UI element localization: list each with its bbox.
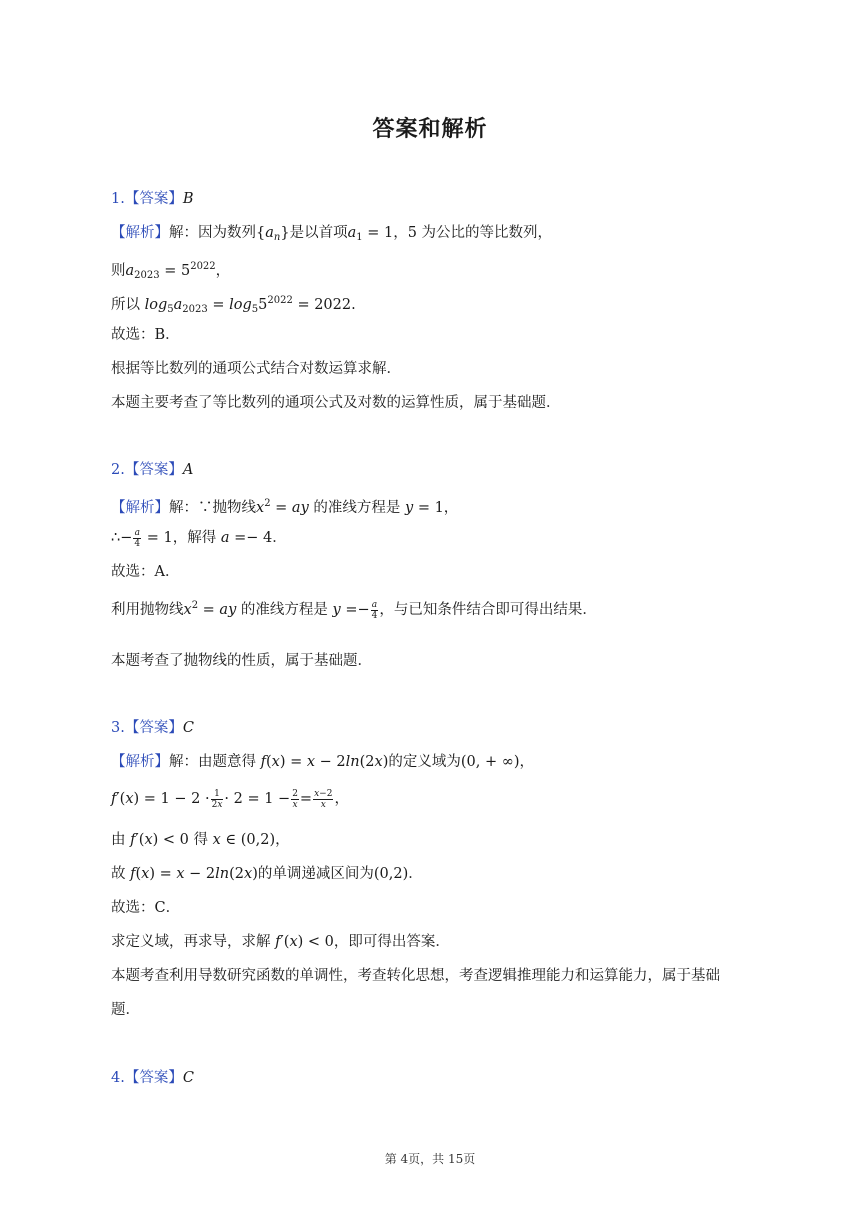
analysis-label: 【解析】 [111, 754, 169, 770]
q2-text: 解：∵抛物线 [169, 500, 256, 516]
q2-text: ， [443, 500, 459, 516]
q4-number: 4. [111, 1070, 125, 1086]
q3-text: 故 [111, 866, 126, 882]
q3-analysis-line-7: 本题考查利用导数研究函数的单调性，考查转化思想，考查逻辑推理能力和运算能力，属于基础 [111, 968, 720, 984]
q2-math-directrix-general: y =− [332, 602, 370, 618]
q3-analysis-line-4 [111, 863, 423, 885]
q3-answer-line [111, 717, 194, 739]
q2-analysis-line-1 [111, 493, 458, 519]
q1-analysis-line-3 [111, 290, 356, 321]
q1-text: 所以 [111, 297, 145, 313]
q3-math-derivative: f′(x) = 1 − 2 · [111, 791, 210, 807]
q1-text: 则 [111, 263, 126, 279]
q3-text: ， [334, 791, 349, 807]
q3-math-ineq: f′(x) < 0 [275, 934, 334, 950]
q3-text: 的单调递减区间为 [257, 866, 374, 882]
q3-text: ，即可得出答案． [333, 934, 450, 950]
q2-text: ∴ [111, 530, 121, 546]
q1-math-an: $a_n$ [265, 225, 281, 243]
q1-math-a1: $a_1 = 1$ [347, 225, 394, 243]
q1-math-log: $\log_5a_{2023} = \log_55^{2022} = 2022$ [144, 295, 352, 315]
q2-math-result: a =− 4 [220, 530, 273, 546]
analysis-label: 【解析】 [111, 500, 169, 516]
q1-text: ，5 为公比的等比数列， [393, 225, 553, 241]
q2-number: 2. [111, 462, 125, 478]
q3-text: ， [275, 832, 290, 848]
q2-answer-line [111, 459, 193, 481]
answer-label: 【答案】 [124, 1070, 183, 1086]
q2-text: ，解得 [172, 530, 217, 546]
q1-analysis-line-6: 本题主要考查了等比数列的通项公式及对数的运算性质，属于基础题． [111, 395, 561, 411]
q3-math-interval: x ∈ (0,2) [212, 832, 276, 848]
q3-frac-1-2x: $\frac{1}{2x}$ [211, 788, 223, 810]
q1-analysis-line-2: 则$a_{2023} = 5^{2022}$， [111, 261, 231, 281]
q1-text: 解：因为数列{ [169, 225, 266, 241]
q3-text: ． [408, 866, 423, 882]
analysis-label: 【解析】 [111, 225, 169, 241]
q2-frac-a-4: $\frac{a}{4}$ [134, 527, 141, 549]
q1-analysis-line-4: 故选：B． [111, 327, 180, 343]
q3-analysis-line-5: 故选：C． [111, 900, 181, 916]
q3-math-domain: (0, + ∞) [460, 754, 520, 770]
q2-answer-value: A [182, 462, 194, 478]
q2-math-parabola: $x^2$ = ay [183, 600, 237, 618]
page-footer: 第 4页，共 15页 [384, 1152, 476, 1166]
q4-answer-line [111, 1067, 194, 1089]
q3-math-interval: (0,2) [373, 866, 409, 882]
q1-text: }是以首项 [280, 225, 348, 241]
answer-label: 【答案】 [124, 191, 183, 207]
q2-text: ． [272, 530, 287, 546]
q1-text: . [351, 297, 356, 313]
q2-text: ，与已知条件结合即可得出结果． [379, 602, 597, 618]
q3-frac-2-x: $\frac{2}{x}$ [292, 788, 298, 810]
q2-text: 的准线方程是 [240, 602, 328, 618]
q3-analysis-line-1 [111, 751, 534, 773]
q2-frac-a-4: $\frac{a}{4}$ [371, 599, 378, 621]
q1-answer-value: B [182, 191, 194, 207]
q2-analysis-line-3: 故选：A． [111, 564, 180, 580]
q2-math-directrix: y = 1 [405, 500, 444, 516]
q2-analysis-line-2: ∴− $\frac{a}{4}$ = 1，解得 a =− 4． [111, 527, 287, 549]
page-title: 答案和解析 [372, 117, 488, 142]
q3-text: ， [519, 754, 534, 770]
q3-text: 求定义域，再求导，求解 [111, 934, 271, 950]
q1-answer-line [111, 188, 194, 210]
q1-analysis-line-1 [111, 222, 552, 249]
q2-text: 利用抛物线 [111, 602, 184, 618]
q3-math-ineq: f′(x) < 0 [130, 832, 189, 848]
q3-analysis-line-2: f′(x) = 1 − 2 · $\frac{1}{2x}$ · 2 = 1 − $\frac{2}{x}$ = $\frac{x-2}{x}$ ， [111, 788, 349, 810]
q3-math-fx: f(x) = x − 2ln(2x) [130, 866, 258, 882]
answer-label: 【答案】 [124, 720, 183, 736]
q2-text: 的准线方程是 [313, 500, 401, 516]
q3-analysis-line-6 [111, 931, 450, 953]
q2-analysis-line-5: 本题考查了抛物线的性质，属于基础题． [111, 653, 372, 669]
answer-label: 【答案】 [124, 462, 183, 478]
q1-analysis-line-5: 根据等比数列的通项公式结合对数运算求解． [111, 361, 401, 377]
q3-text: 得 [193, 832, 208, 848]
q2-math-parabola: $x^2$ = ay [256, 498, 309, 516]
q3-text: 由 [111, 832, 126, 848]
q1-math-a2023: $a_{2023} = 5^{2022}$ [125, 261, 216, 281]
q1-number: 1. [111, 191, 125, 207]
q3-text: 解：由题意得 [169, 754, 256, 770]
q2-analysis-line-4 [111, 595, 597, 621]
q3-frac-x-2-x: $\frac{x-2}{x}$ [314, 788, 333, 810]
q3-analysis-line-3 [111, 829, 290, 851]
q3-answer-value: C [182, 720, 194, 736]
q3-number: 3. [111, 720, 125, 736]
q3-analysis-line-8: 题． [111, 1002, 140, 1018]
q3-text: 的定义域为 [388, 754, 461, 770]
q4-answer-value: C [182, 1070, 194, 1086]
q3-math-fx: f(x) = x − 2ln(2x) [260, 754, 389, 770]
